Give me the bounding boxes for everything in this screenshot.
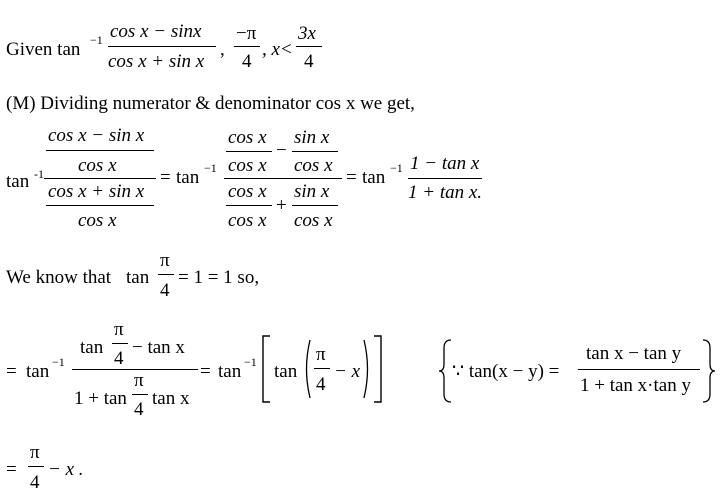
term4-bar — [292, 205, 338, 206]
inverse-c: −1 — [390, 161, 403, 175]
upper-bound-bar — [296, 46, 322, 47]
big-main-bar — [44, 178, 156, 179]
inner-pi-bar — [314, 368, 330, 369]
term3-den: cos x — [228, 210, 267, 231]
minus-sign: − — [276, 140, 287, 161]
inverse-exponent: −1 — [90, 33, 103, 47]
know-bar — [158, 274, 174, 275]
result-den: 1 + tan x. — [408, 182, 483, 203]
tan-mid: tan — [218, 361, 242, 382]
know-text: We know that — [6, 267, 112, 288]
middle-main-bar — [224, 178, 342, 179]
equals-2: = — [346, 167, 357, 188]
inverse-a: -1 — [34, 167, 44, 181]
lower-bound-bar — [234, 46, 260, 47]
given-text: Given tan — [6, 39, 81, 60]
equals-1: = — [160, 167, 171, 188]
know-tail: = 1 = 1 so, — [178, 267, 260, 288]
num-pi-bar — [112, 343, 128, 344]
right-curly-brace — [700, 338, 716, 404]
term1-den: cos x — [228, 155, 267, 176]
equals-final: = — [6, 459, 17, 480]
inverse-mid: −1 — [244, 355, 257, 369]
know-pi: π — [160, 250, 170, 271]
equals-start: = — [6, 361, 17, 382]
big-num-top: cos x − sin x — [48, 125, 145, 146]
final-bar — [28, 466, 44, 467]
num-tail: − tan x — [132, 337, 185, 358]
identity-bar — [578, 369, 700, 370]
left-square-bracket — [260, 334, 272, 404]
num-tan: tan — [80, 337, 104, 358]
tan-b: tan — [176, 167, 200, 188]
inner-tail: − x — [334, 361, 361, 382]
tan-c: tan — [362, 167, 386, 188]
upper-bound-denominator: 4 — [304, 51, 314, 72]
right-paren — [362, 338, 372, 400]
den-tail: tan x — [152, 388, 190, 409]
know-four: 4 — [160, 280, 170, 301]
den-pi-bar — [132, 394, 148, 395]
term1-bar — [226, 151, 272, 152]
big-den-bar — [46, 205, 154, 206]
upper-bound-numerator: 3x — [298, 23, 316, 44]
identity-num: tan x − tan y — [586, 343, 682, 364]
tan-a: tan — [6, 171, 30, 192]
term2-den: cos x — [294, 155, 333, 176]
den-head: 1 + tan — [74, 388, 127, 409]
identity-den: 1 + tan x·tan y — [580, 375, 691, 396]
final-tail: − x . — [48, 459, 84, 480]
inner-four: 4 — [316, 374, 326, 395]
num-pi: π — [114, 319, 124, 340]
inverse-b: −1 — [204, 161, 217, 175]
comma: , — [220, 39, 225, 60]
final-four: 4 — [30, 472, 40, 493]
term2-bar — [292, 151, 338, 152]
equals-mid: = — [200, 361, 211, 382]
fraction-bar — [108, 46, 216, 47]
den-pi: π — [134, 370, 144, 391]
term3-bar — [226, 205, 272, 206]
result-bar — [408, 178, 482, 179]
know-tan: tan — [126, 267, 150, 288]
tan-start: tan — [26, 361, 50, 382]
inequality-text: , x< — [262, 39, 293, 60]
plus-sign: + — [276, 195, 287, 216]
big-den-bottom: cos x — [78, 210, 117, 231]
num-four: 4 — [114, 348, 124, 369]
fraction-denominator: cos x + sin x — [108, 51, 205, 72]
dividing-statement: (M) Dividing numerator & denominator cos x we get, — [6, 93, 415, 114]
left-paren — [302, 338, 312, 400]
big-den-top: cos x + sin x — [48, 181, 145, 202]
result-num: 1 − tan x — [410, 153, 480, 174]
term1-num: cos x — [228, 127, 267, 148]
right-square-bracket — [372, 334, 384, 404]
term4-num: sin x — [294, 181, 330, 202]
den-four: 4 — [134, 399, 144, 420]
final-pi: π — [30, 442, 40, 463]
because-identity: ∵ tan(x − y) = — [452, 361, 560, 382]
fraction-numerator: cos x − sinx — [110, 21, 202, 42]
big-num-bottom: cos x — [78, 155, 117, 176]
lower-bound-numerator: −π — [236, 23, 257, 44]
inner-pi: π — [316, 344, 326, 365]
term2-num: sin x — [294, 127, 330, 148]
term3-num: cos x — [228, 181, 267, 202]
lower-bound-denominator: 4 — [242, 51, 252, 72]
big-num-bar — [46, 150, 154, 151]
inner-tan: tan — [274, 361, 298, 382]
inverse-start: −1 — [52, 355, 65, 369]
term4-den: cos x — [294, 210, 333, 231]
